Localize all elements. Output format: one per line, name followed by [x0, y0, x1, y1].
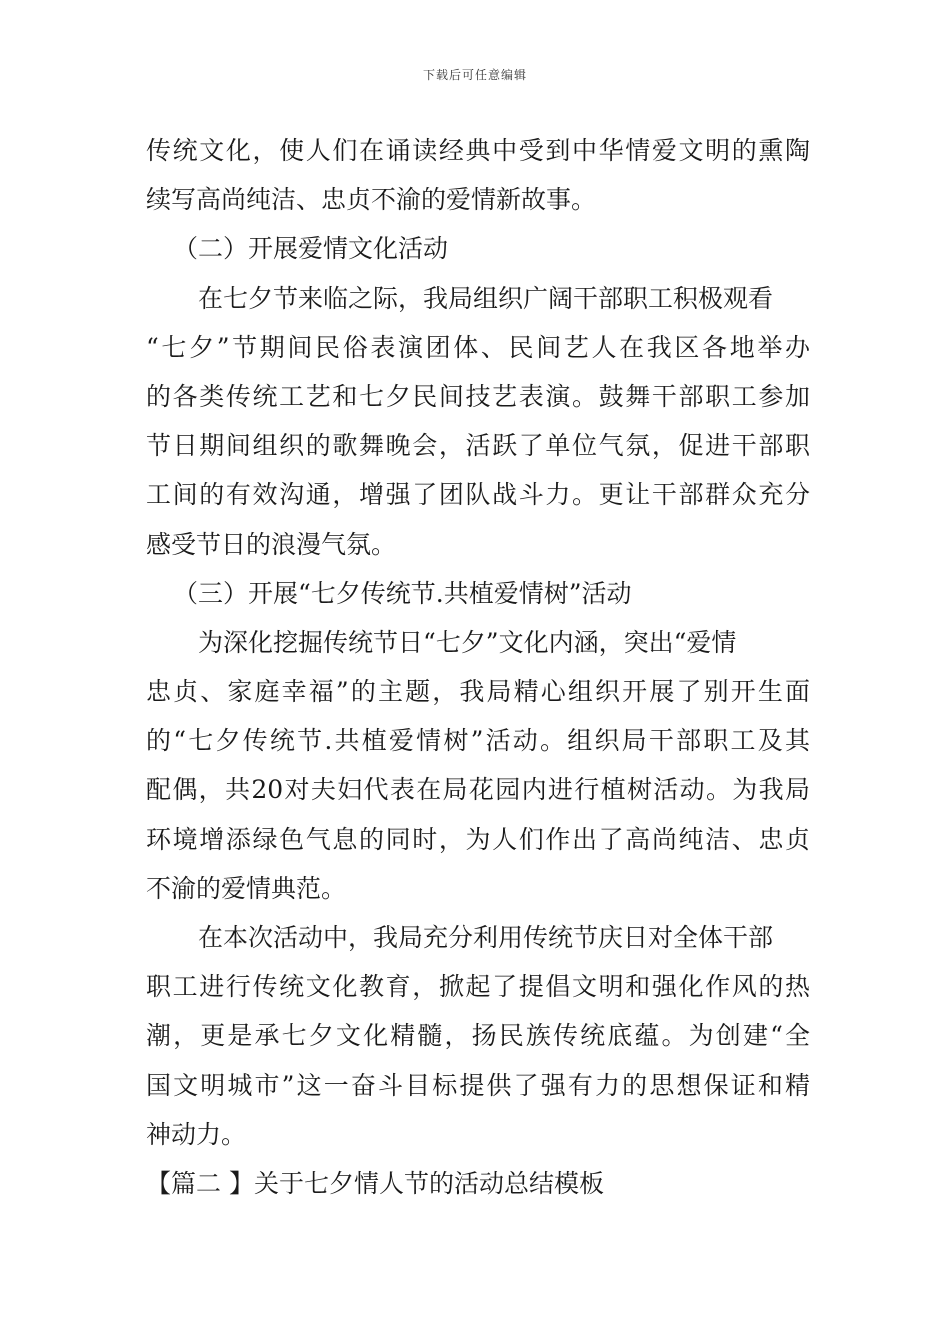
text-line: 感受节日的浪漫气氛。	[146, 529, 397, 559]
text-line: 节日期间组织的歌舞晚会，活跃了单位气氛，促进干部职	[146, 431, 810, 461]
text-line: 环境增添绿色气息的同时，为人们作出了高尚纯洁、忠贞	[146, 824, 810, 854]
text-line: 职工进行传统文化教育，掀起了提倡文明和强化作风的热	[146, 972, 810, 1002]
paragraph-first-line: 在七夕节来临之际，我局组织广阔干部职工积极观看	[198, 283, 774, 313]
text-line: 传统文化，使人们在诵读经典中受到中华情爱文明的熏陶	[146, 136, 810, 165]
paragraph-first-line: 为深化挖掘传统节日“七夕”文化内涵，突出“爱情	[198, 627, 737, 657]
text-line: 潮，更是承七夕文化精髓，扬民族传统底蕴。为创建“全	[146, 1021, 810, 1051]
text-line: 工间的有效沟通，增强了团队战斗力。更让干部群众充分	[146, 480, 810, 510]
text-line: 配偶，共20对夫妇代表在局花园内进行植树活动。为我局	[146, 775, 810, 805]
page-header-note: 下载后可任意编辑	[422, 68, 527, 82]
text-line: “七夕”节期间民俗表演团体、民间艺人在我区各地举办	[146, 332, 810, 362]
section-heading: （二）开展爱情文化活动	[173, 234, 449, 264]
text-line: 国文明城市”这一奋斗目标提供了强有力的思想保证和精	[146, 1070, 810, 1100]
text-line: 神动力。	[146, 1119, 247, 1149]
text-line: 不渝的爱情典范。	[146, 873, 347, 903]
section-heading: （三）开展“七夕传统节.共植爱情树”活动	[173, 578, 632, 608]
document-body	[146, 126, 810, 1208]
text-line: 的各类传统工艺和七夕民间技艺表演。鼓舞干部职工参加	[146, 381, 810, 411]
text-line: 忠贞、家庭幸福”的主题，我局精心组织开展了别开生面	[146, 677, 810, 707]
paragraph-first-line: 在本次活动中，我局充分利用传统节庆日对全体干部	[198, 923, 774, 952]
text-line: 的“七夕传统节.共植爱情树”活动。组织局干部职工及其	[146, 726, 810, 756]
text-line: 续写高尚纯洁、忠贞不渝的爱情新故事。	[146, 185, 597, 215]
part-title: 【篇二 】关于七夕情人节的活动总结模板	[146, 1168, 604, 1198]
